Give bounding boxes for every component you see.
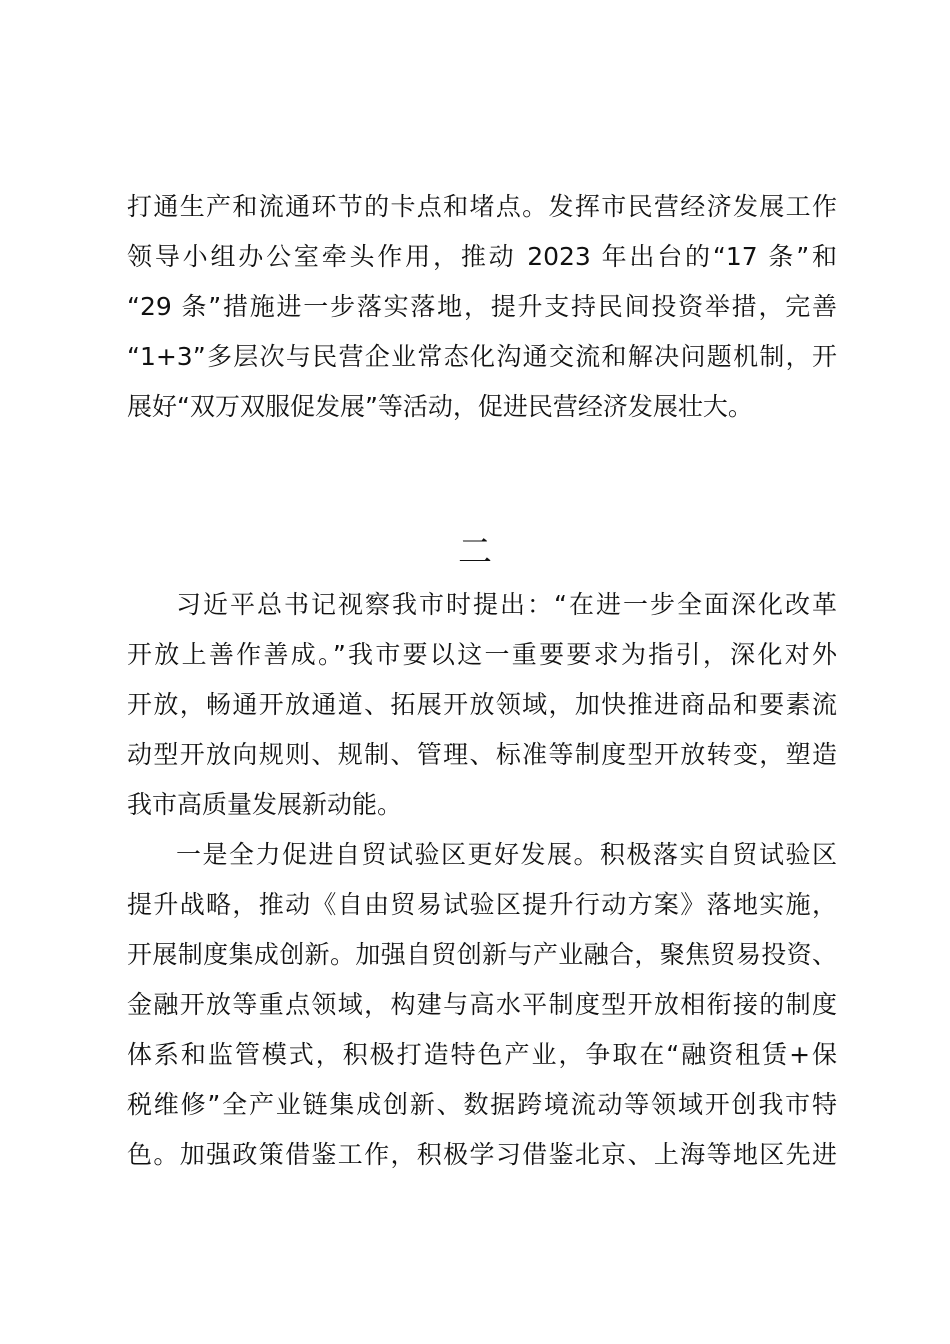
paragraph-3-line: 开展制度集成创新。加强自贸创新与产业融合，聚焦贸易投资、 — [127, 940, 837, 969]
paragraph-1-line: “1+3”多层次与民营企业常态化沟通交流和解决问题机制，开 — [127, 342, 837, 371]
paragraph-2-line: 习近平总书记视察我市时提出：“在进一步全面深化改革 — [176, 590, 837, 619]
paragraph-2-line: 开放上善作善成。”我市要以这一重要要求为指引，深化对外 — [127, 640, 837, 669]
paragraph-1-line: “29 条”措施进一步落实落地，提升支持民间投资举措，完善 — [127, 292, 837, 321]
paragraph-2-line: 我市高质量发展新动能。 — [127, 790, 403, 819]
paragraph-3-line: 税维修”全产业链集成创新、数据跨境流动等领域开创我市特 — [127, 1090, 837, 1119]
paragraph-3-line: 金融开放等重点领域，构建与高水平制度型开放相衔接的制度 — [127, 990, 837, 1019]
paragraph-1-line: 领导小组办公室牵头作用，推动 2023 年出台的“17 条”和 — [127, 242, 837, 271]
paragraph-3-line: 色。加强政策借鉴工作，积极学习借鉴北京、上海等地区先进 — [127, 1140, 837, 1169]
paragraph-3-line: 一是全力促进自贸试验区更好发展。积极落实自贸试验区 — [176, 840, 837, 869]
paragraph-1-line: 展好“双万双服促发展”等活动，促进民营经济发展壮大。 — [127, 392, 753, 421]
paragraph-3-line: 提升战略，推动《自由贸易试验区提升行动方案》落地实施， — [127, 890, 837, 919]
paragraph-3-line: 体系和监管模式，积极打造特色产业，争取在“融资租赁+保 — [127, 1040, 837, 1069]
paragraph-2-line: 开放，畅通开放通道、拓展开放领域，加快推进商品和要素流 — [127, 690, 837, 719]
section-heading: 二 — [458, 532, 492, 572]
paragraph-2-line: 动型开放向规则、规制、管理、标准等制度型开放转变，塑造 — [127, 740, 837, 769]
paragraph-1-line: 打通生产和流通环节的卡点和堵点。发挥市民营经济发展工作 — [127, 192, 837, 221]
